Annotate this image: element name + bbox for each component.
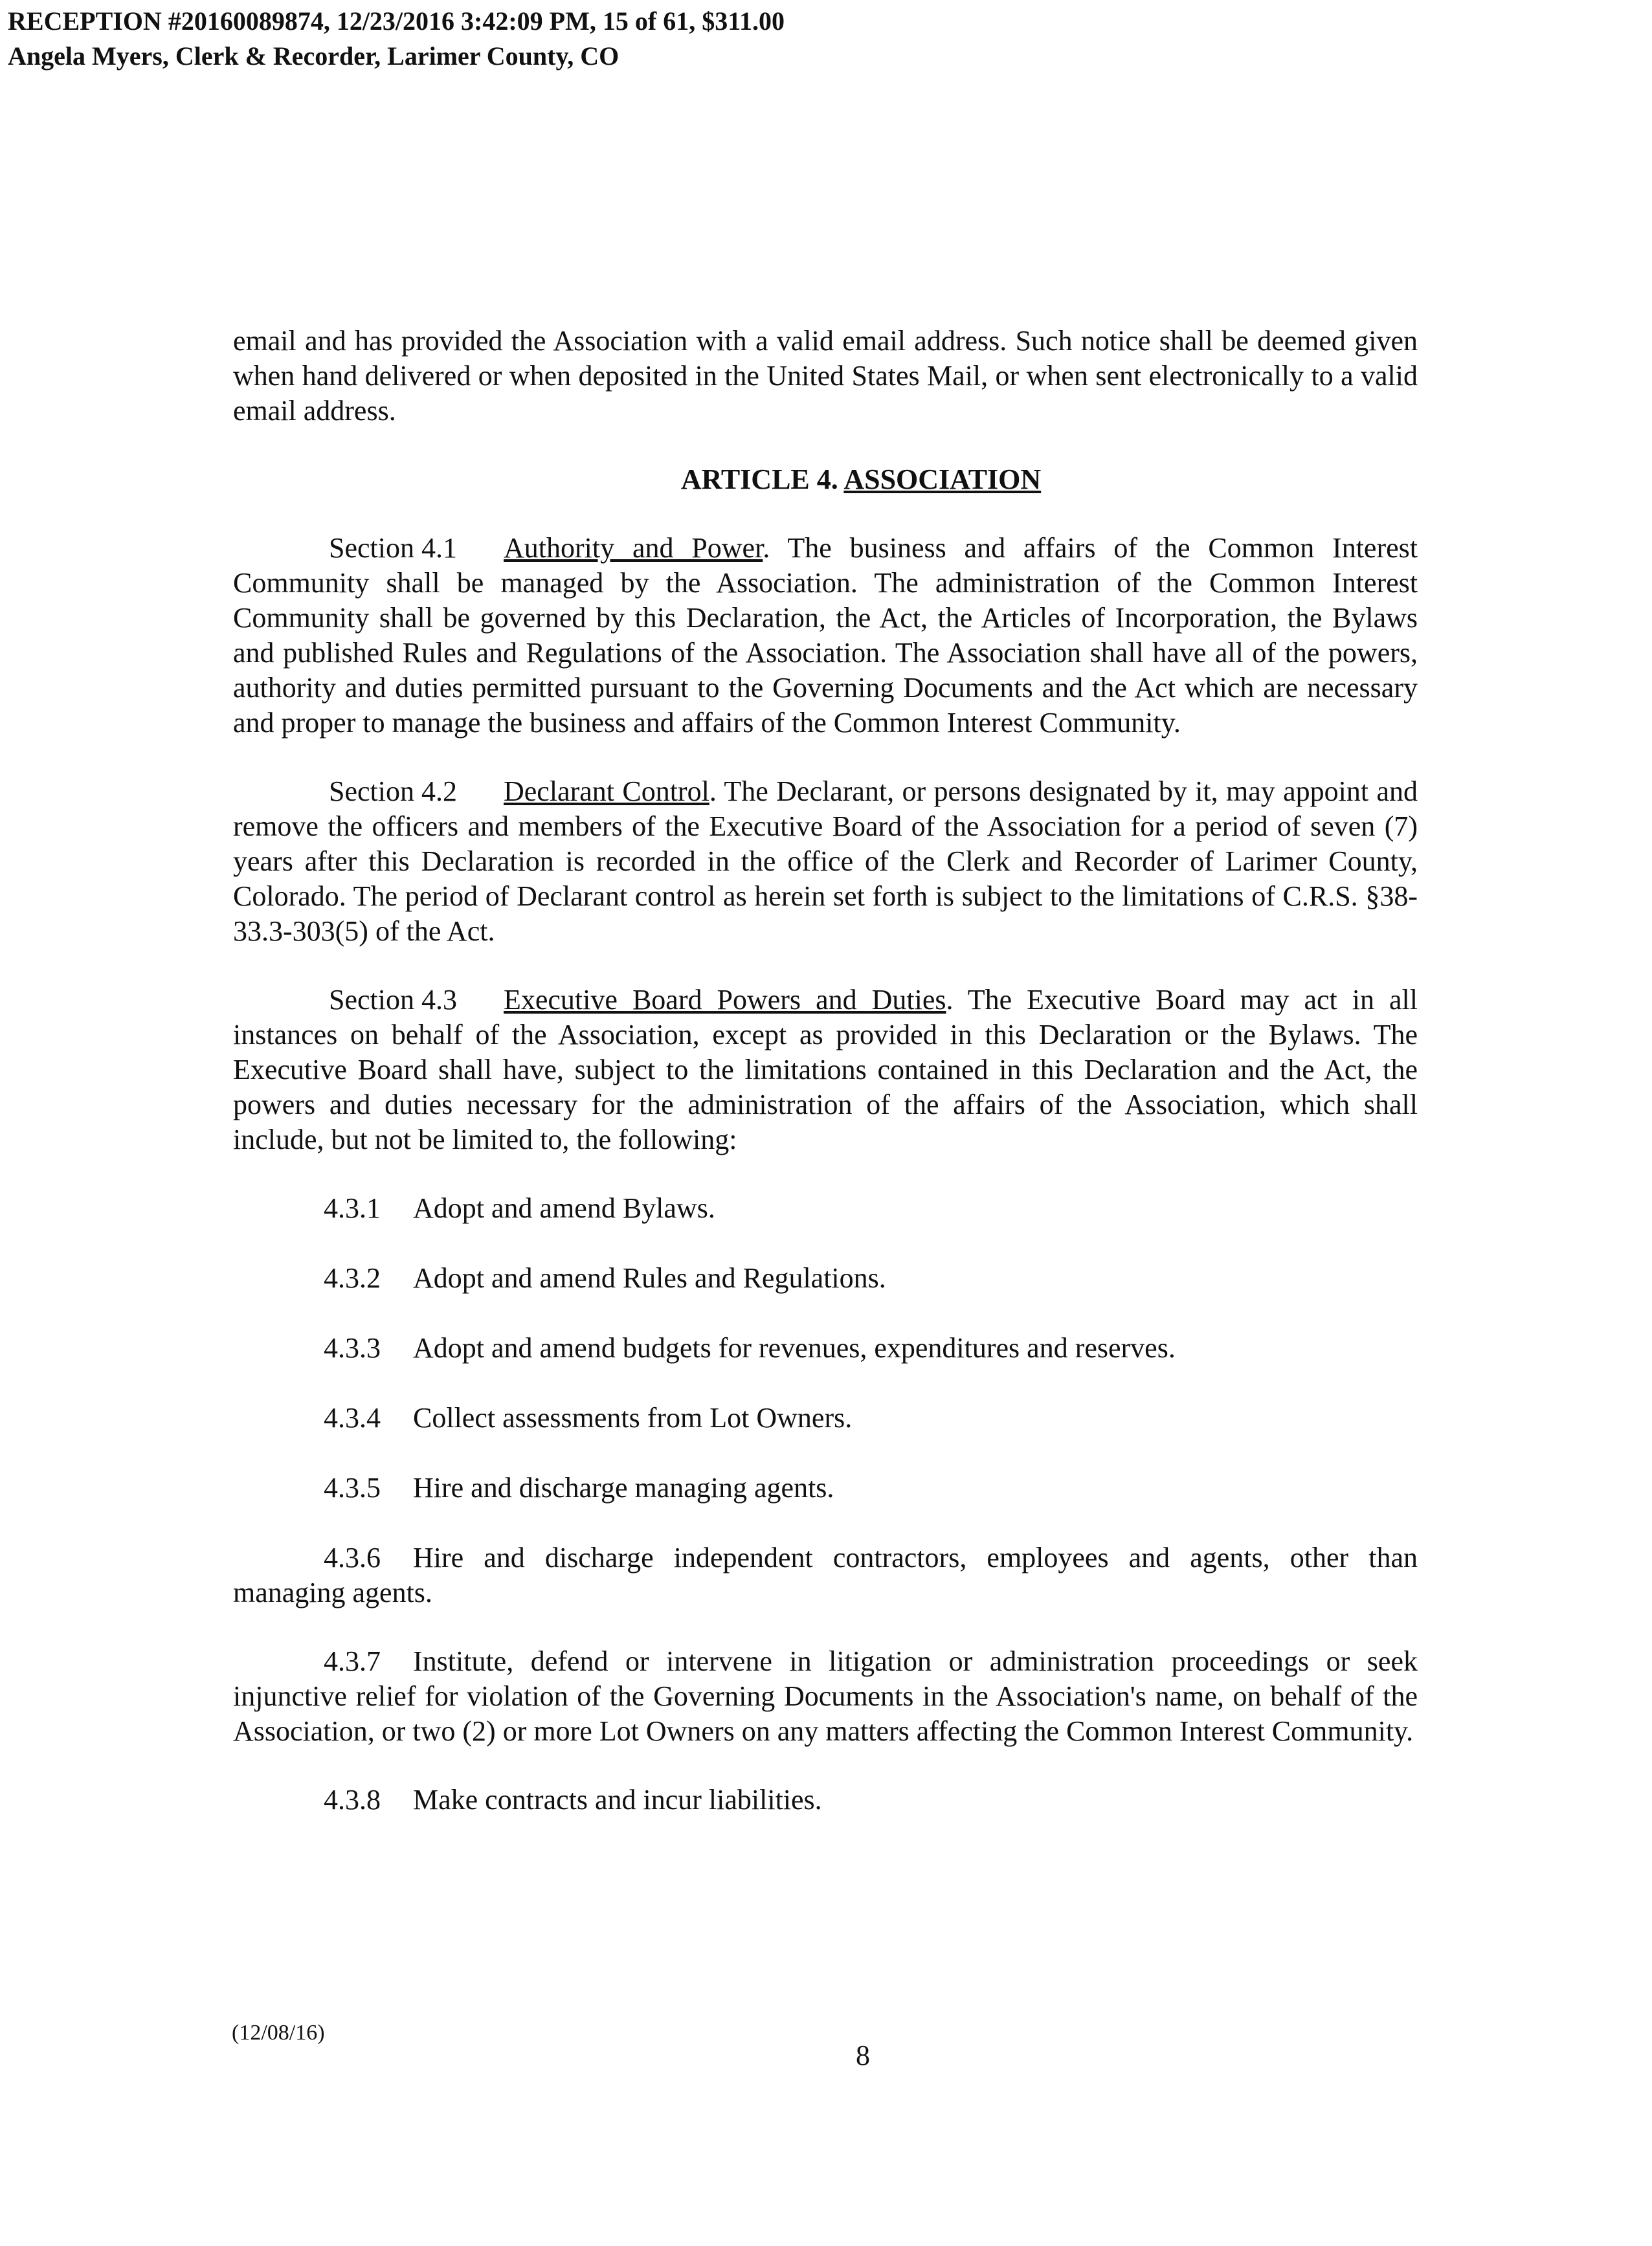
item-text: Hire and discharge managing agents.	[413, 1472, 834, 1504]
item-text: Adopt and amend budgets for revenues, expenditures and reserves.	[413, 1332, 1176, 1364]
section-4-3	[233, 983, 1418, 1157]
item-number: 4.3.2	[324, 1262, 381, 1294]
item-text: Adopt and amend Rules and Regulations.	[413, 1262, 886, 1294]
section-body: . The Declarant, or persons designated by it, may appoint and remove the officers and members of the Executive Board of the Association for a period of seven (7) years after this Declaration is recorded in the office of the Clerk and Recorder of Larimer County, Colorado. The period of Declarant control as herein set forth is subject to the limitations of C.R.S. §38-33.3-303(5) of the Act.	[233, 775, 1418, 947]
section-body: . The business and affairs of the Common Interest Community shall be managed by the Association. The administration of the Common Interest Community shall be governed by this Declaration, the Act, the Articles of Incorporation, the Bylaws and published Rules and Regulations of the Association. The Association shall have all of the powers, authority and duties permitted pursuant to the Governing Documents and the Act which are necessary and proper to manage the business and affairs of the Common Interest Community.	[233, 532, 1418, 739]
list-item	[233, 1644, 1418, 1749]
item-text: Make contracts and incur liabilities.	[413, 1784, 822, 1816]
document-body	[233, 324, 1418, 1852]
item-number: 4.3.4	[324, 1402, 381, 1434]
item-number: 4.3.6	[324, 1542, 381, 1573]
list-item	[233, 1540, 1418, 1610]
section-number: Section 4.3	[329, 984, 457, 1016]
footer-date: (12/08/16)	[232, 2021, 325, 2045]
item-number: 4.3.5	[324, 1472, 381, 1504]
page-number: 8	[856, 2040, 870, 2071]
item-text: Institute, defend or intervene in litigation or administration proceedings or seek injunctive relief for violation of the Governing Documents in the Association's name, on behalf of the Association, or two (2) or more Lot Owners on any matters affecting the Common Interest Community.	[233, 1645, 1418, 1747]
recording-stamp-line1: RECEPTION #20160089874, 12/23/2016 3:42:09 PM, 15 of 61, $311.00	[8, 6, 785, 36]
section-title: Executive Board Powers and Duties	[504, 984, 946, 1016]
list-item	[233, 1261, 1418, 1296]
item-number: 4.3.1	[324, 1192, 381, 1224]
recording-stamp-line2: Angela Myers, Clerk & Recorder, Larimer County, CO	[8, 41, 620, 71]
list-item	[233, 1471, 1418, 1506]
list-item	[233, 1783, 1418, 1818]
section-title: Declarant Control	[504, 775, 709, 807]
intro-paragraph: email and has provided the Association with a valid email address. Such notice shall be deemed given when hand delivered or when deposited in the United States Mail, or when sent electronically to a valid email address.	[233, 325, 1418, 427]
section-4-1	[233, 531, 1418, 740]
section-title: Authority and Power	[504, 532, 763, 564]
list-item	[233, 1331, 1418, 1366]
section-body: . The Executive Board may act in all instances on behalf of the Association, except as provided in this Declaration or the Bylaws. The Executive Board shall have, subject to the limitations contained in this Declaration and the Act, the powers and duties necessary for the administration of the affairs of the Association, which shall include, but not be limited to, the following:	[233, 984, 1418, 1155]
item-text: Collect assessments from Lot Owners.	[413, 1402, 853, 1434]
recording-stamp	[8, 4, 785, 74]
section-number: Section 4.1	[329, 532, 457, 564]
list-item	[233, 1401, 1418, 1436]
section-number: Section 4.2	[329, 775, 457, 807]
article-title: ASSOCIATION	[843, 463, 1042, 495]
item-number: 4.3.3	[324, 1332, 381, 1364]
article-heading	[233, 462, 1418, 497]
section-4-2	[233, 774, 1418, 949]
article-number: ARTICLE 4.	[680, 463, 838, 495]
item-text: Adopt and amend Bylaws.	[413, 1192, 715, 1224]
item-number: 4.3.8	[324, 1784, 381, 1816]
item-number: 4.3.7	[324, 1645, 381, 1677]
list-item	[233, 1191, 1418, 1226]
item-text: Hire and discharge independent contractors, employees and agents, other than managing agents.	[233, 1542, 1418, 1608]
